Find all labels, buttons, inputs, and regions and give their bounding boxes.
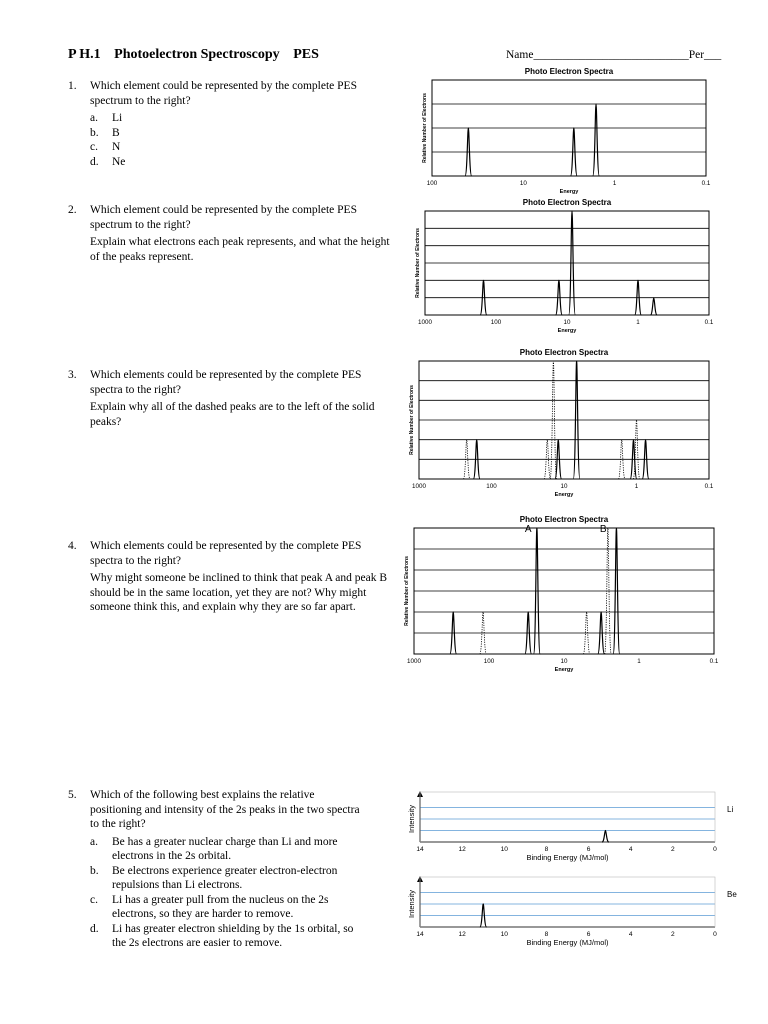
chart-svg <box>400 788 745 870</box>
y-axis-label: Relative Number of Electrons <box>415 228 421 298</box>
x-tick-label: 10 <box>500 931 508 938</box>
answer-option[interactable] <box>90 893 368 922</box>
answer-option[interactable] <box>90 155 390 170</box>
x-tick-label: 1000 <box>412 483 426 490</box>
option-letter: c. <box>90 893 98 906</box>
chart-svg <box>405 343 723 503</box>
peak-annotation: A <box>524 524 532 535</box>
x-axis-label: Binding Energy (MJ/mol) <box>526 938 609 947</box>
question-text: Which elements could be represented by the complete PES spectra to the right? <box>90 369 362 396</box>
answer-option[interactable] <box>90 922 368 951</box>
question-number: 3. <box>68 369 77 381</box>
title-subject: PES <box>293 47 319 62</box>
x-tick-label: 100 <box>426 180 438 187</box>
peak <box>593 104 600 176</box>
option-text: Li <box>112 112 123 124</box>
option-text: Li has a greater pull from the nucleus on the 2s electrons, so they are harder to remove. <box>112 893 329 920</box>
x-tick-label: 1000 <box>418 319 432 326</box>
pes-chart-li <box>400 788 745 870</box>
x-tick-label: 100 <box>486 483 497 490</box>
x-tick-label: 0.1 <box>701 180 711 187</box>
x-tick-label: 2 <box>671 931 675 938</box>
x-tick-label: 0 <box>713 846 717 853</box>
x-tick-label: 8 <box>544 846 549 853</box>
question-text: Explain why all of the dashed peaks are to the left of the solid peaks? <box>90 401 375 428</box>
option-text: Be has a greater nuclear charge than Li and more electrons in the 2s orbital. <box>112 835 338 862</box>
x-tick-label: 1 <box>612 180 617 187</box>
answer-option[interactable] <box>90 835 368 864</box>
y-axis-label: Intensity <box>407 805 416 833</box>
x-tick-label: 2 <box>671 846 675 853</box>
x-tick-label: 1000 <box>407 658 421 665</box>
option-text: B <box>112 126 120 139</box>
question-number: 1. <box>68 80 77 92</box>
x-tick-label: 1 <box>634 483 639 490</box>
pes-chart-3 <box>405 343 723 503</box>
answer-option[interactable] <box>90 864 368 893</box>
x-axis-label: Energy <box>559 189 579 194</box>
x-tick-label: 100 <box>490 319 502 326</box>
option-letter: d. <box>90 155 99 168</box>
page-title <box>68 47 329 63</box>
question-5 <box>68 788 368 951</box>
option-letter: b. <box>90 864 99 877</box>
x-tick-label: 0.1 <box>704 483 714 490</box>
element-label: Li <box>727 805 734 815</box>
question-1 <box>68 79 390 169</box>
question-text: Which of the following best explains the relative positioning and intensity of the 2s peaks in the two spectra to the right? <box>90 789 360 830</box>
x-tick-label: 4 <box>628 846 633 853</box>
question-number: 5. <box>68 789 77 801</box>
x-tick-label: 14 <box>416 846 424 853</box>
option-text: Ne <box>112 155 126 168</box>
chart-title: Photo Electron Spectra <box>519 348 609 357</box>
x-axis-label: Energy <box>554 667 574 673</box>
answer-option[interactable] <box>90 126 390 141</box>
answer-option[interactable] <box>90 111 390 126</box>
y-axis-label: Relative Number of Electrons <box>404 556 410 626</box>
chart-svg <box>400 873 745 955</box>
x-tick-label: 10 <box>560 483 568 490</box>
title-code: P H.1 <box>68 47 101 62</box>
chart-title: Photo Electron Spectra <box>524 67 614 76</box>
name-period-field[interactable]: Name___________________________Per___ <box>506 49 722 61</box>
x-tick-label: 6 <box>586 846 591 853</box>
chart-title: Photo Electron Spectra <box>519 515 609 524</box>
chart-svg <box>420 66 720 194</box>
x-axis-label: Binding Energy (MJ/mol) <box>526 853 609 862</box>
x-tick-label: 0 <box>713 931 717 938</box>
x-tick-label: 1 <box>637 658 641 665</box>
x-tick-label: 10 <box>519 180 527 187</box>
peak-annotation: B <box>599 524 607 535</box>
option-letter: a. <box>90 835 98 848</box>
question-text: Which element could be represented by the complete PES spectrum to the right? <box>90 80 357 107</box>
y-axis-label: Intensity <box>407 890 416 918</box>
option-letter: a. <box>90 112 98 124</box>
chart-svg <box>400 508 730 678</box>
x-tick-label: 10 <box>560 658 568 665</box>
question-2 <box>68 203 390 267</box>
question-text: Which element could be represented by the complete PES spectrum to the right? <box>90 204 357 231</box>
element-label: Be <box>727 890 737 900</box>
y-axis-label: Relative Number of Electrons <box>409 385 415 455</box>
x-tick-label: 0.1 <box>704 319 714 326</box>
answer-option[interactable] <box>90 140 390 155</box>
peak <box>650 298 657 315</box>
chart-title: Photo Electron Spectra <box>522 198 612 207</box>
chart-svg <box>413 195 723 335</box>
x-tick-label: 12 <box>458 931 466 938</box>
x-tick-label: 10 <box>500 846 508 853</box>
option-text: Li has greater electron shielding by the 1s orbital, so the 2s electrons are easier to remove. <box>112 922 354 949</box>
plot-frame <box>420 877 715 927</box>
pes-chart-be <box>400 873 745 955</box>
plot-frame <box>420 792 715 842</box>
x-tick-label: 1 <box>636 319 640 326</box>
x-tick-label: 100 <box>483 658 495 665</box>
y-axis-label: Relative Number of Electrons <box>422 93 428 163</box>
question-text: Which elements could be represented by the complete PES spectra to the right? <box>90 540 362 567</box>
pes-chart-4 <box>400 508 730 678</box>
x-tick-label: 0.1 <box>709 658 719 665</box>
x-tick-label: 4 <box>628 931 633 938</box>
question-3 <box>68 368 390 432</box>
x-tick-label: 14 <box>416 931 424 938</box>
question-text: Why might someone be inclined to think that peak A and peak B should be in the same location, yet they are not? Why might someone think this, and explain why they are so far apart. <box>90 572 388 613</box>
x-tick-label: 10 <box>563 319 571 326</box>
question-number: 2. <box>68 204 77 216</box>
option-letter: b. <box>90 126 99 139</box>
x-tick-label: 12 <box>458 846 466 853</box>
x-axis-label: Energy <box>557 328 577 334</box>
title-text: Photoelectron Spectroscopy <box>114 47 280 62</box>
x-axis-label: Energy <box>554 492 574 498</box>
peak <box>602 831 609 843</box>
option-text: N <box>112 141 121 153</box>
option-text: Be electrons experience greater electron-electron repulsions than Li electrons. <box>112 864 338 891</box>
question-number: 4. <box>68 540 77 552</box>
pes-chart-2 <box>413 195 723 335</box>
option-letter: d. <box>90 922 99 935</box>
option-letter: c. <box>90 141 98 153</box>
question-text: Explain what electrons each peak represents, and what the height of the peaks represent. <box>90 236 390 263</box>
x-tick-label: 6 <box>586 931 591 938</box>
pes-chart-1 <box>420 66 720 194</box>
x-tick-label: 8 <box>544 931 549 938</box>
question-4 <box>68 539 390 618</box>
